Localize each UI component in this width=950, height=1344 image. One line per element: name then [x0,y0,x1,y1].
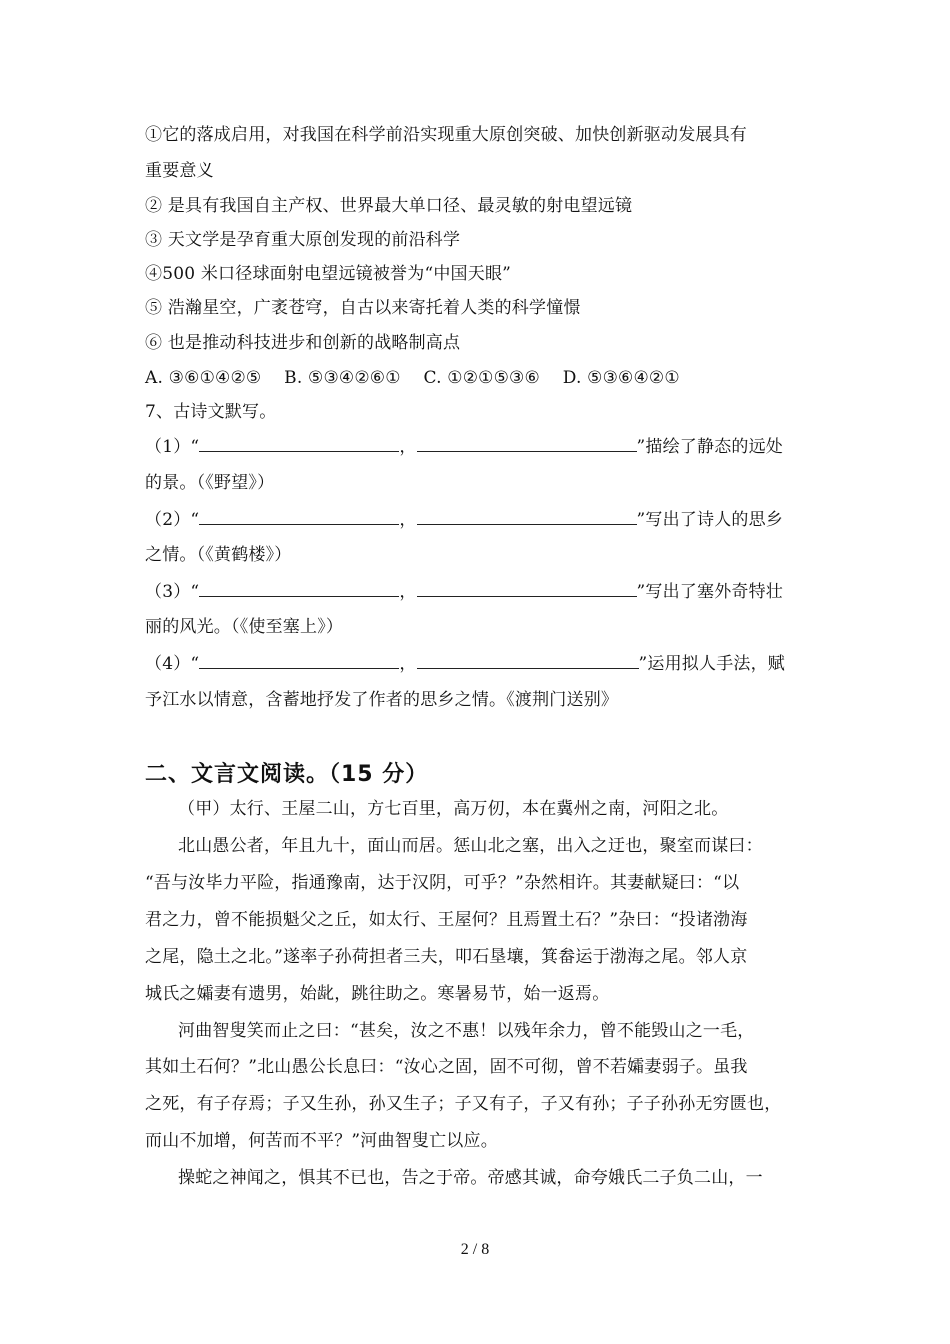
q7-item-4-sep: ， [399,654,417,674]
q7-item-1-tail: 的景。（《野望》） [145,473,275,493]
q7-item-2 [145,506,810,533]
q7-item-4-tail: 予江水以情意，含蓄地抒发了作者的思乡之情。《渡荆门送别》 [145,690,619,710]
q7-item-1-sep: ， [399,437,417,457]
q6-sentence-4: ④500 米口径球面射电望远镜被誉为“中国天眼” [145,264,512,284]
answer-blank[interactable] [417,650,639,669]
passage-line: 其如土石何？”北山愚公长息曰：“汝心之固，固不可彻，曾不若孀妻弱子。虽我 [145,1057,748,1077]
q6-sentence-3: ③ 天文学是孕育重大原创发现的前沿科学 [145,230,461,250]
answer-blank[interactable] [199,650,399,669]
q7-item-2-tail: 之情。（《黄鹤楼》） [145,545,292,565]
q6-sentence-1: ①它的落成启用，对我国在科学前沿实现重大原创突破、加快创新驱动发展具有 [145,125,747,145]
q7-title: 7、古诗文默写。 [145,402,277,422]
q7-item-4-suffix: ”运用拟人手法，赋 [638,654,786,674]
answer-blank[interactable] [417,506,637,525]
passage-line: （甲）太行、王屋二山，方七百里，高万仞，本在冀州之南，河阳之北。 [178,799,729,819]
q7-item-3-tail: 丽的风光。（《使至塞上》） [145,617,344,637]
passage-line: 操蛇之神闻之，惧其不已也，告之于帝。帝感其诚，命夸娥氏二子负二山，一 [178,1168,763,1188]
q7-item-1-prefix: （1）“ [145,437,200,457]
answer-blank[interactable] [417,578,637,597]
q6-sentence-6: ⑥ 也是推动科技进步和创新的战略制高点 [145,333,461,353]
q6-sentence-5: ⑤ 浩瀚星空，广袤苍穹，自古以来寄托着人类的科学憧憬 [145,298,581,318]
section-heading: 二、文言文阅读。（15 分） [145,762,429,787]
passage-line: 君之力，曾不能损魁父之丘，如太行、王屋何？且焉置土石？”杂曰：“投诸渤海 [145,910,748,930]
q6-options: A. ③⑥①④②⑤ B. ⑤③④②⑥① C. ①②①⑤③⑥ D. ⑤③⑥④②① [145,368,680,388]
answer-blank[interactable] [417,433,637,452]
passage-line: 城氏之孀妻有遗男，始龀，跳往助之。寒暑易节，始一返焉。 [145,984,610,1004]
q7-item-4 [145,650,810,677]
answer-blank[interactable] [199,433,399,452]
passage-line: 而山不加增，何苦而不平？”河曲智叟亡以应。 [145,1131,498,1151]
q7-item-1 [145,433,810,460]
passage-line: 北山愚公者，年且九十，面山而居。惩山北之塞，出入之迂也，聚室而谋曰： [178,836,763,856]
answer-blank[interactable] [199,578,399,597]
q7-item-2-prefix: （2）“ [145,510,200,530]
q7-item-3 [145,578,810,605]
q7-item-4-prefix: （4）“ [145,654,200,674]
passage-line: 之死，有子存焉；子又生孙，孙又生子；子又有子，子又有孙；子子孙孙无穷匮也， [145,1094,782,1114]
q6-sentence-2: ② 是具有我国自主产权、世界最大单口径、最灵敏的射电望远镜 [145,196,633,216]
answer-blank[interactable] [199,506,399,525]
passage-line: 之尾，隐土之北。”遂率子孙荷担者三夫，叩石垦壤，箕畚运于渤海之尾。邻人京 [145,947,748,967]
passage-line: “吾与汝毕力平险，指通豫南，达于汉阴，可乎？”杂然相许。其妻献疑曰：“以 [145,873,740,893]
page-number: 2 / 8 [460,1241,490,1258]
q7-item-3-prefix: （3）“ [145,582,200,602]
q7-item-2-suffix: ”写出了诗人的思乡 [636,510,784,530]
q7-item-1-suffix: ”描绘了静态的远处 [636,437,784,457]
q7-item-3-suffix: ”写出了塞外奇特壮 [636,582,784,602]
passage-line: 河曲智叟笑而止之曰：“甚矣，汝之不惠！以残年余力，曾不能毁山之一毛， [178,1021,755,1041]
q6-sentence-1-cont: 重要意义 [145,161,214,181]
q7-item-3-sep: ， [399,582,417,602]
q7-item-2-sep: ， [399,510,417,530]
